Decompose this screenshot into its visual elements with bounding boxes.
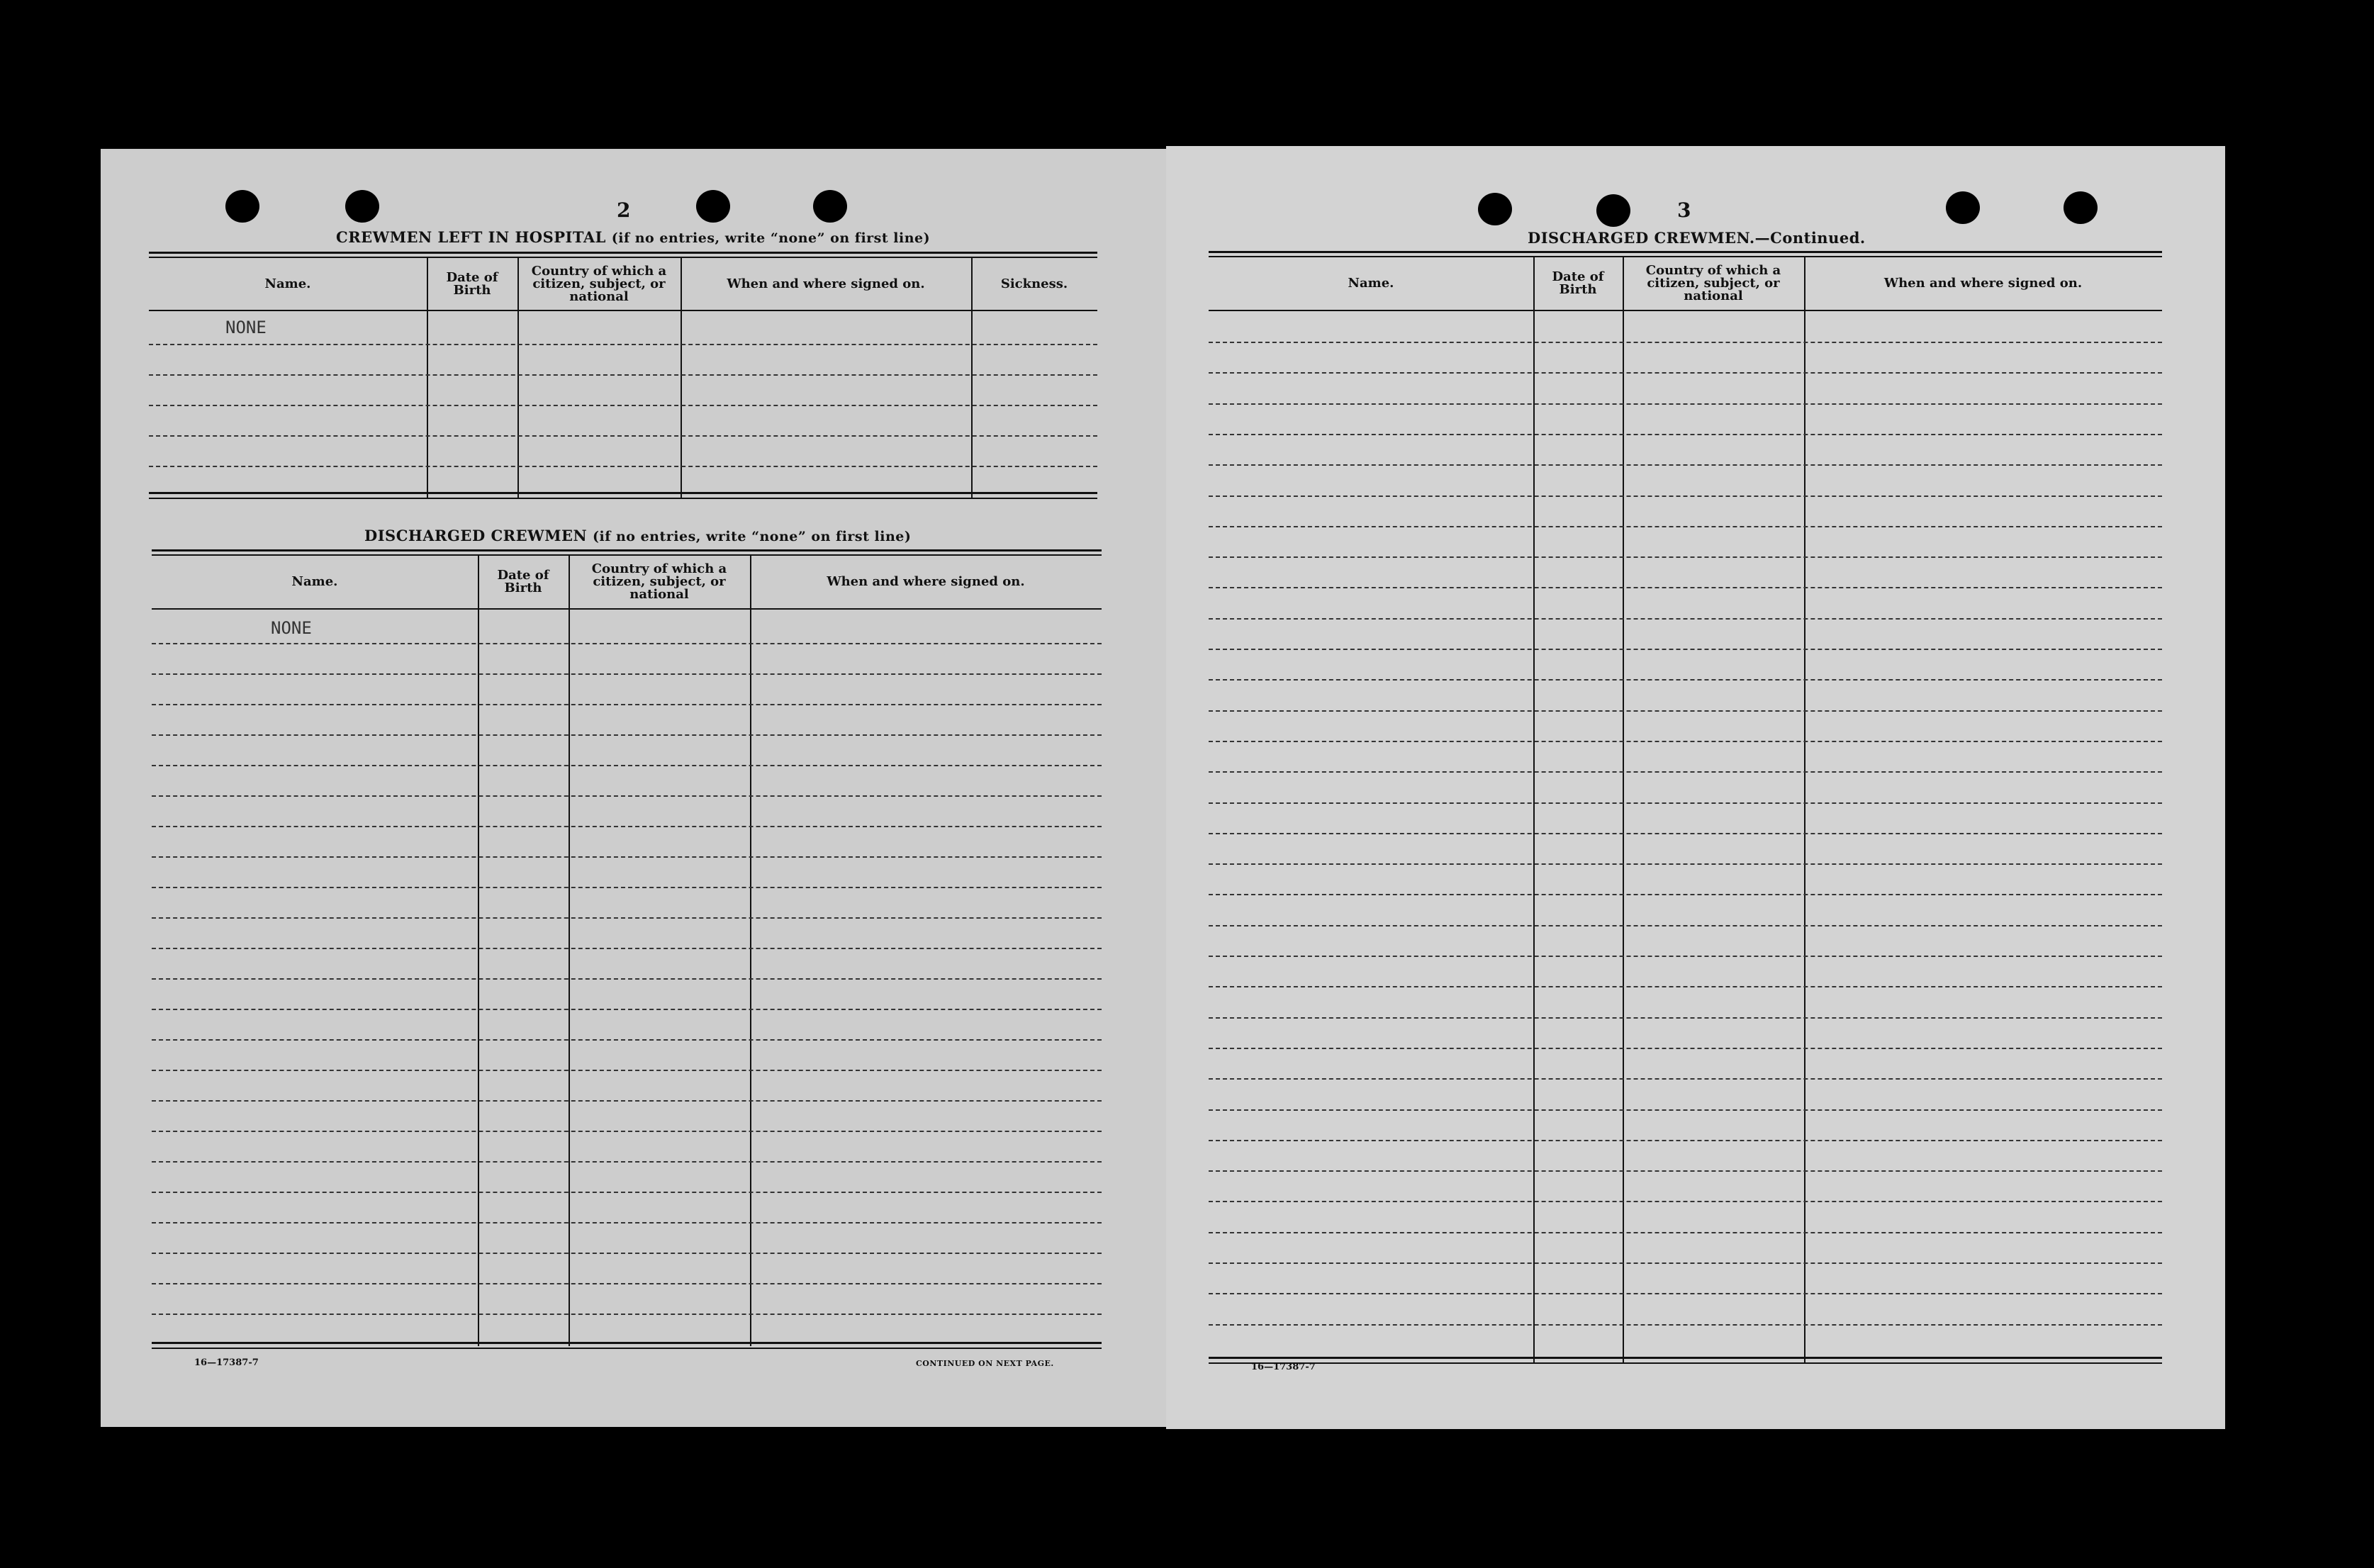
punch-hole [813, 190, 847, 223]
table-row [1209, 403, 2162, 405]
form-number: 16—17387-7 [1251, 1362, 1316, 1372]
table-row [1209, 1170, 2162, 1172]
table-row [152, 1070, 1102, 1071]
table-row [152, 1131, 1102, 1132]
table-row [1209, 1201, 2162, 1202]
col-header-name: Name. [1348, 276, 1394, 291]
punch-hole [1946, 191, 1980, 224]
table-row [1209, 771, 2162, 773]
table-row [1209, 526, 2162, 527]
table-row [1209, 1078, 2162, 1080]
table-row [1209, 833, 2162, 834]
punch-hole [1478, 193, 1512, 225]
table-row [152, 1039, 1102, 1041]
hospital-subtitle: (if no entries, write “none” on first line) [611, 230, 931, 246]
col-header-country: Country of which a citizen, subject, or national [591, 561, 727, 602]
punch-hole [1596, 194, 1630, 227]
table-row [149, 435, 1097, 437]
table-row [149, 344, 1097, 345]
punch-hole [225, 190, 259, 223]
col-header-name: Name. [291, 574, 338, 589]
table-row [1209, 894, 2162, 895]
discharged-first-entry: NONE [271, 618, 312, 638]
table-row [1209, 1140, 2162, 1141]
table-row [1209, 1109, 2162, 1111]
form-number: 16—17387-7 [194, 1357, 259, 1368]
col-header-country: Country of which a citizen, subject, or national [1645, 263, 1781, 303]
table-row [1209, 741, 2162, 742]
table-row [152, 704, 1102, 705]
table-row [1209, 587, 2162, 588]
continued-note: CONTINUED ON NEXT PAGE. [916, 1359, 1054, 1368]
table-row [152, 1192, 1102, 1193]
table-row [1209, 618, 2162, 620]
table-row [152, 795, 1102, 797]
table-row [1209, 956, 2162, 957]
table-row [152, 917, 1102, 919]
page-number: 2 [617, 198, 631, 222]
table-row [1209, 372, 2162, 374]
hospital-section-title [336, 228, 930, 246]
table-row [152, 856, 1102, 858]
punch-hole [2064, 191, 2098, 224]
table-row [1209, 495, 2162, 497]
col-header-dob: Date of Birth [446, 269, 498, 298]
col-header-dob: Date of Birth [1552, 269, 1604, 297]
discharged-table [152, 549, 1102, 1350]
table-row [1209, 925, 2162, 926]
table-row [1209, 1017, 2162, 1019]
table-row [1209, 679, 2162, 681]
col-header-name: Name. [264, 276, 311, 291]
table-row [1209, 1293, 2162, 1294]
table-row [1209, 556, 2162, 558]
table-row [149, 374, 1097, 376]
right-page [1166, 146, 2225, 1429]
table-row [149, 466, 1097, 467]
table-row [1209, 1048, 2162, 1049]
table-row [149, 405, 1097, 406]
discharged-subtitle: (if no entries, write “none” on first line) [592, 529, 912, 544]
table-row [152, 1283, 1102, 1284]
table-row [152, 887, 1102, 888]
table-row [1209, 986, 2162, 987]
table-row [1209, 1262, 2162, 1264]
col-header-sickness: Sickness. [1000, 276, 1068, 291]
punch-hole [345, 190, 379, 223]
table-row [1209, 434, 2162, 435]
hospital-table [149, 252, 1097, 500]
left-page [101, 149, 1166, 1427]
col-header-dob: Date of Birth [497, 568, 549, 595]
col-header-signed-on: When and where signed on. [827, 574, 1025, 589]
table-row [1209, 342, 2162, 343]
punch-hole [696, 190, 730, 223]
page-number: 3 [1677, 198, 1691, 222]
table-row [1209, 1232, 2162, 1233]
table-row [152, 948, 1102, 949]
table-row [152, 643, 1102, 644]
table-row [152, 1161, 1102, 1163]
discharged-section-title [364, 527, 911, 544]
table-row [1209, 863, 2162, 865]
table-row [1209, 1324, 2162, 1326]
col-header-signed-on: When and where signed on. [1883, 276, 2083, 291]
hospital-title: CREWMEN LEFT IN HOSPITAL [336, 228, 606, 246]
table-row [152, 765, 1102, 766]
col-header-signed-on: When and where signed on. [727, 276, 925, 291]
col-header-country: Country of which a citizen, subject, or national [531, 263, 667, 304]
table-row [152, 1100, 1102, 1102]
table-row [152, 1222, 1102, 1223]
table-row [152, 1253, 1102, 1254]
table-row [1209, 649, 2162, 650]
table-row [152, 1009, 1102, 1010]
table-row [1209, 802, 2162, 804]
discharged-title: DISCHARGED CREWMEN [364, 527, 588, 544]
table-row [1209, 464, 2162, 466]
discharged-continued-table [1209, 251, 2162, 1367]
table-row [152, 978, 1102, 980]
table-row [152, 826, 1102, 827]
table-row [152, 673, 1102, 675]
table-row [152, 1314, 1102, 1315]
hospital-first-entry: NONE [225, 318, 267, 337]
table-row [1209, 710, 2162, 712]
table-row [152, 734, 1102, 736]
discharged-continued-title: DISCHARGED CREWMEN.—Continued. [1528, 229, 1866, 247]
